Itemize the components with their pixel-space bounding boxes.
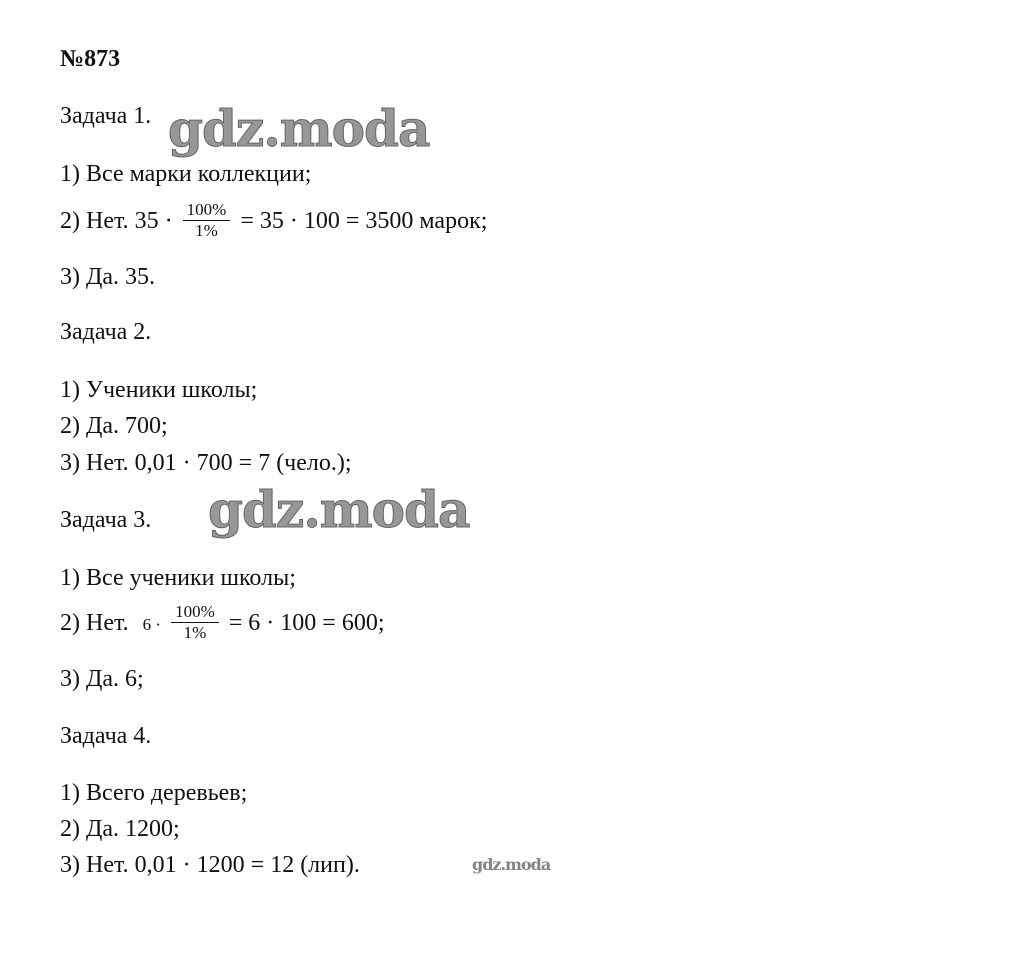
task-3-answer-3: 3) Да. 6; — [60, 666, 144, 692]
task-2-heading: Задача 2. — [60, 319, 152, 345]
page-title: №873 — [60, 46, 121, 72]
task-3-answer-1: 1) Все ученики школы; — [60, 565, 296, 591]
fraction-denominator: 1% — [195, 220, 218, 240]
task-1-heading: Задача 1. — [60, 103, 152, 129]
task-4-answer-2: 2) Да. 1200; — [60, 816, 180, 842]
fraction-numerator: 100% — [183, 200, 231, 221]
task-3-answer-2-prefix: 2) Нет. — [60, 610, 129, 636]
task-4-heading: Задача 4. — [60, 723, 152, 749]
watermark-logo: gdz.moda — [208, 480, 470, 539]
task-2-answer-2: 2) Да. 700; — [60, 413, 168, 439]
fraction-denominator: 1% — [183, 622, 207, 642]
task-2-answer-1: 1) Ученики школы; — [60, 377, 258, 403]
task-3-fraction — [171, 602, 219, 643]
task-2-answer-3: 3) Нет. 0,01 · 700 = 7 (чело.); — [60, 450, 352, 476]
task-4-answer-3: 3) Нет. 0,01 · 1200 = 12 (лип). — [60, 852, 360, 878]
task-1-answer-3: 3) Да. 35. — [60, 264, 156, 290]
task-1-answer-2 — [60, 196, 487, 246]
task-3-heading: Задача 3. — [60, 507, 152, 533]
task-3-answer-2-suffix: = 6 · 100 = 600; — [228, 610, 385, 636]
task-1-answer-2-suffix: = 35 · 100 = 3500 марок; — [240, 208, 488, 234]
task-3-coefficient: 6 · — [142, 615, 162, 634]
task-4-answer-1: 1) Всего деревьев; — [60, 780, 248, 806]
watermark-logo: gdz.moda — [168, 99, 430, 158]
watermark-logo-small: gdz.moda — [472, 855, 551, 874]
task-1-answer-2-prefix: 2) Нет. 35 · — [60, 208, 173, 234]
fraction-numerator: 100% — [171, 602, 219, 623]
task-1-fraction — [183, 200, 231, 241]
task-3-answer-2 — [60, 598, 385, 650]
task-1-answer-1: 1) Все марки коллекции; — [60, 161, 312, 187]
